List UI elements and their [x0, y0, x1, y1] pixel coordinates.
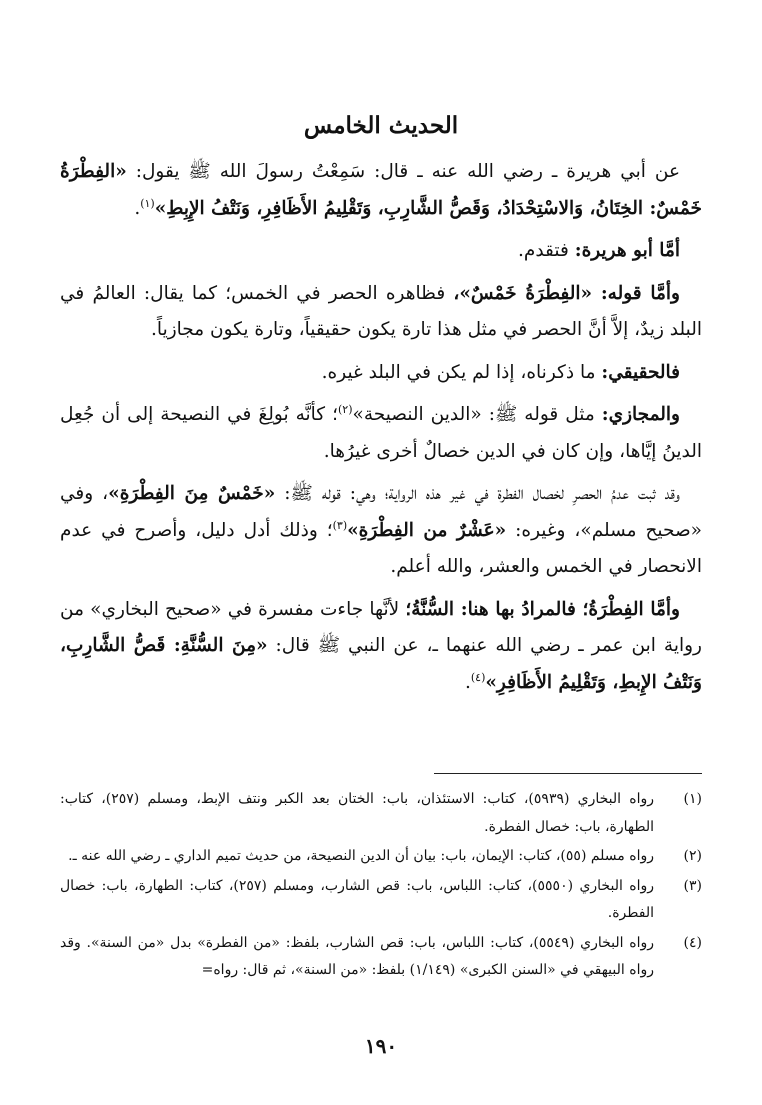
footnote — [60, 786, 702, 841]
hadith-text: «الفِطْرَةُ خَمْسٌ: الخِتَانُ، وَالاسْتِحْدَادُ، وَقَصُّ الشَّارِبِ، وَتَقْلِيمُ الأَظَافِرِ، وَنَتْفُ الإِبِطِ» — [60, 161, 702, 219]
fitra-end: . — [464, 671, 471, 693]
paragraph-statement — [60, 276, 702, 349]
hadith-paragraph — [60, 154, 702, 227]
main-text — [60, 108, 702, 707]
paragraph-figurative — [60, 397, 702, 470]
statement-lead: وأمَّا قوله: «الفِطْرَةُ خَمْسٌ»، — [453, 282, 680, 304]
footnote-number: (٤) — [683, 934, 702, 951]
footnote-text: رواه البخاري (٥٩٣٩)، كتاب: الاستئذان، باب: الختان بعد الكبر ونتف الإبط، ومسلم (٢٥٧)، كتاب: الطهارة، باب: خصال الفطرة. — [60, 791, 654, 835]
fitra-lead: وأمَّا الفِطْرَةُ؛ فالمرادُ بها هنا: السُّنَّةُ؛ — [405, 598, 680, 620]
non-restriction-text-3: ؛ وذلك أدل دليل، وأصرح في عدم الانحصار في الخمس والعشر، والله أعلم. — [60, 519, 702, 577]
footnote-ref-3: (٣) — [332, 518, 348, 532]
footnote-number: (١) — [683, 791, 702, 807]
footnote-divider — [434, 773, 702, 774]
paragraph-non-restriction — [60, 476, 702, 586]
footnotes — [60, 786, 702, 987]
hadith-end: . — [134, 197, 141, 219]
footnote — [60, 930, 702, 985]
footnote-number: (٣) — [683, 877, 702, 894]
page-title: الحديث الخامس — [303, 112, 459, 139]
narrator-text: فتقدم. — [518, 240, 575, 261]
narrator-lead: أمَّا أبو هريرة: — [574, 240, 680, 261]
page-number: ١٩٠ — [364, 1034, 398, 1058]
paragraph-fitra-meaning — [60, 592, 702, 702]
non-restriction-quote-2: «عَشْرٌ من الفِطْرَةِ» — [347, 519, 507, 541]
non-restriction-text-2: ، وفي «صحيح مسلم»، وغيره: — [60, 483, 702, 541]
non-restriction-quote-1: «خَمْسٌ مِنَ الفِطْرَةِ» — [108, 483, 276, 504]
fitra-text: لأنَّها جاءت مفسرة في «صحيح البخاري» من رواية ابن عمر ـ رضي الله عنهما ـ، عن النبي ﷺ قال: — [60, 598, 702, 656]
figurative-text-2: ؛ كأنَّه بُولِغَ في النصيحة إلى أن جُعِل الدينُ إيَّاها، وإن كان في الدين خصالٌ أخرى غيرُها. — [60, 404, 702, 462]
footnote-ref-4: (٤) — [470, 670, 486, 684]
paragraph-literal — [60, 355, 702, 392]
footnote — [60, 843, 702, 871]
figurative-lead: والمجازي: — [601, 404, 680, 425]
fitra-quote: «مِنَ السُّنَّةِ: قَصُّ الشَّارِبِ، وَنَتْفُ الإِبطِ، وَتَقْلِيمُ الأَظَافِرِ» — [60, 635, 702, 693]
non-restriction-text-1: وقد ثبت عدمُ الحصرِ لخصال الفطرة في غير هذه الرواية؛ وهي: قوله ﷺ: — [275, 483, 680, 504]
hadith-intro: عن أبي هريرة ـ رضي الله عنه ـ قال: سَمِعْتُ رسولَ الله ﷺ يقول: — [126, 161, 680, 182]
paragraph-narrator — [60, 233, 702, 270]
literal-lead: فالحقيقي: — [601, 361, 680, 383]
footnote — [60, 873, 702, 928]
footnote-text: رواه مسلم (٥٥)، كتاب: الإيمان، باب: بيان أن الدين النصيحة، من حديث تميم الداري ـ رضي الله عنه ـ. — [68, 848, 654, 864]
literal-text: ما ذكرناه، إذا لم يكن في البلد غيره. — [321, 361, 602, 383]
footnote-ref-2: (٢) — [338, 402, 353, 416]
footnote-ref-1: (١) — [140, 196, 155, 210]
figurative-text-1: مثل قوله ﷺ: «الدين النصيحة» — [352, 404, 602, 425]
footnote-number: (٢) — [683, 848, 702, 864]
statement-text: فظاهره الحصر في الخمس؛ كما يقال: العالمُ في البلد زيدٌ، إلاَّ أنَّ الحصر في مثل هذا تارة يكون حقيقياً، وتارة يكون مجازياً. — [60, 282, 702, 340]
footnote-text: رواه البخاري (٥٥٥٠)، كتاب: اللباس، باب: قص الشارب، ومسلم (٢٥٧)، كتاب: الطهارة، باب: خصال الفطرة. — [60, 877, 654, 921]
footnote-text: رواه البخاري (٥٥٤٩)، كتاب: اللباس، باب: قص الشارب، بلفظ: «من الفطرة» بدل «من السنة». وقد رواه البيهقي في «السنن الكبرى» (١/١٤٩) بلفظ: «من السنة»، ثم قال: رواه= — [60, 934, 654, 978]
